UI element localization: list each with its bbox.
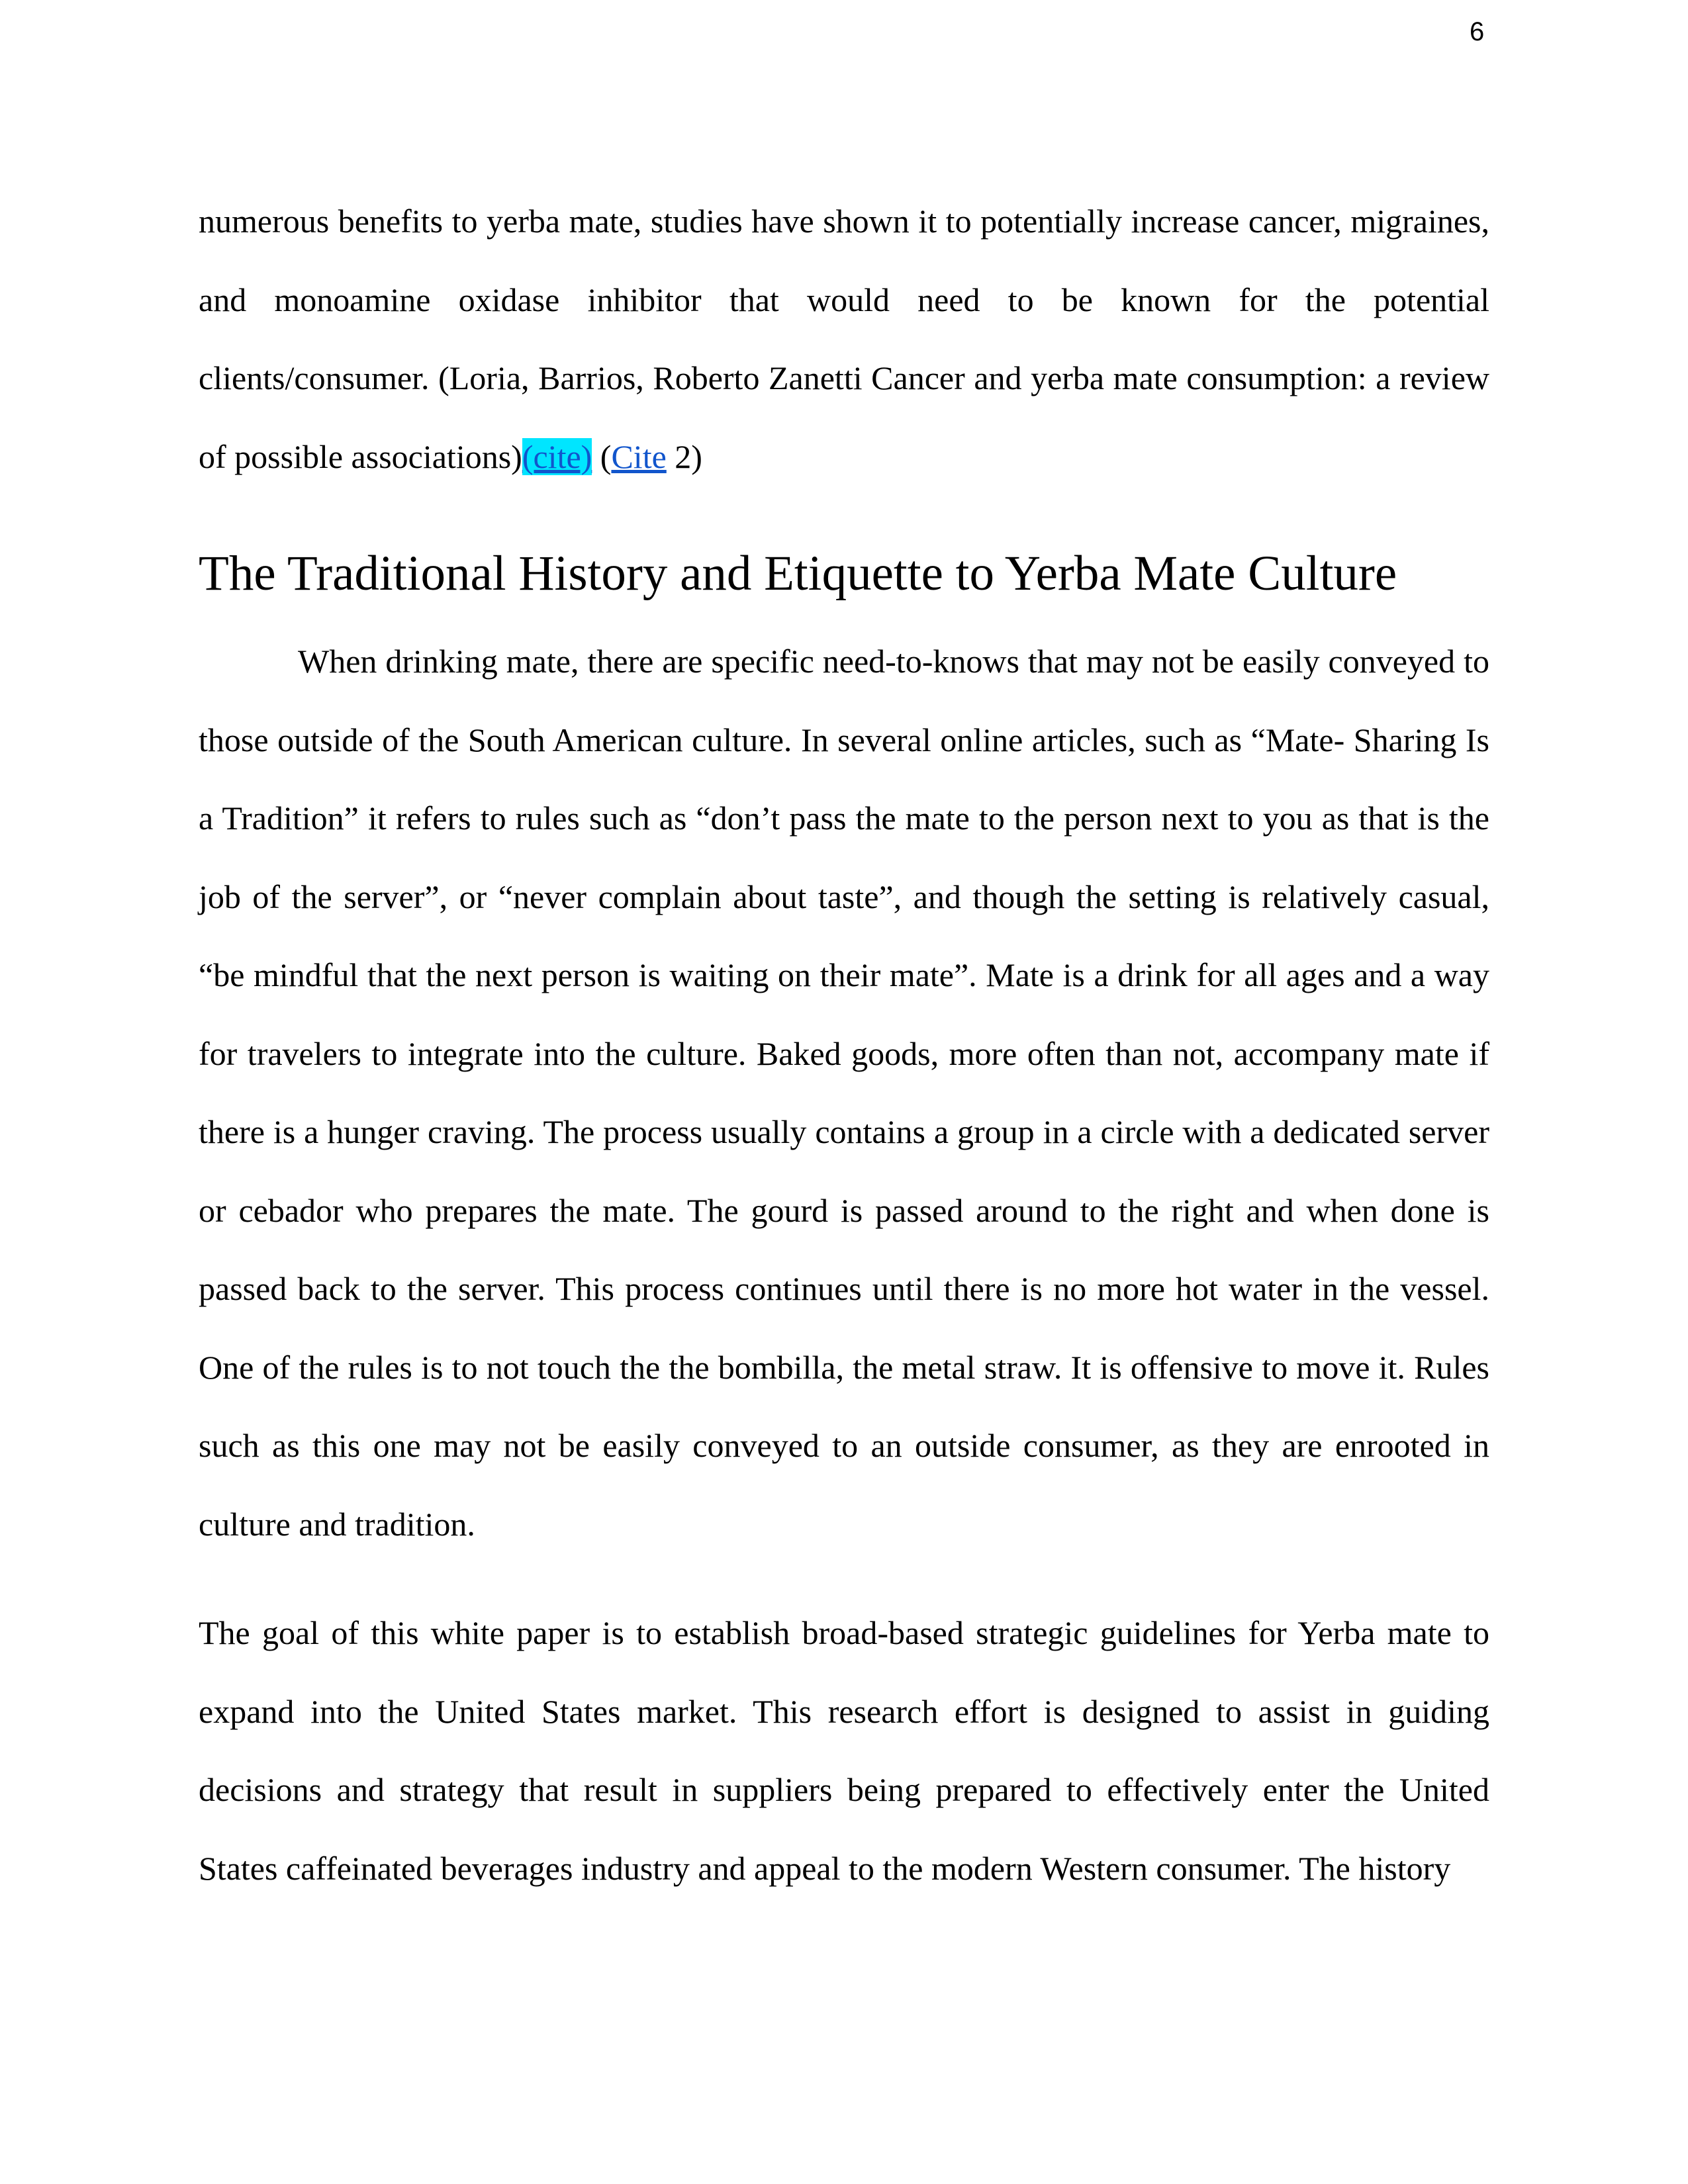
paren-open: ( — [592, 437, 612, 475]
highlighted-cite-link[interactable]: (cite) — [522, 437, 592, 475]
page-number: 6 — [1470, 17, 1485, 46]
paragraph-goal: The goal of this white paper is to establish broad-based strategic guidelines for Yerba mate to expand into the United States market. This research effort is designed to assist in guiding decisions and strategy that result in suppliers being prepared to effectively enter the United States caffeinated beverages industry and appeal to the modern Western consumer. The history — [199, 1614, 1489, 1887]
section-heading: The Traditional History and Etiquette to Yerba Mate Culture — [199, 546, 1397, 601]
citation-suffix: 2) — [666, 437, 702, 475]
paragraph-benefits-risks — [199, 182, 1489, 496]
paragraph-text: numerous benefits to yerba mate, studies have shown it to potentially increase cancer, migraines, and monoamine oxidase inhibitor that would need to be known for the potential clients/consumer. (Loria, Barrios, Roberto Zanetti Cancer and yerba mate consumption: a review of possible associations) — [199, 203, 1489, 475]
paragraph-etiquette: When drinking mate, there are specific need-to-knows that may not be easily conveyed to those outside of the South American culture. In several online articles, such as “Mate- Sharing Is a Tradition” it refers to rules such as “don’t pass the mate to the person next to you as that is the job of the server”, or “never complain about taste”, and though the setting is relatively casual, “be mindful that the next person is waiting on their mate”. Mate is a drink for all ages and a way for travelers to integrate into the culture. Baked goods, more often than not, accompany mate if there is a hunger craving. The process usually contains a group in a circle with a dedicated server or cebador who prepares the mate. The gourd is passed around to the right and when done is passed back to the server. This process continues until there is no more hot water in the vessel. One of the rules is to not touch the the bombilla, the metal straw. It is offensive to move it. Rules such as this one may not be easily conveyed to an outside consumer, as they are enrooted in culture and tradition. — [199, 643, 1489, 1543]
cite-link[interactable]: Cite — [611, 437, 667, 475]
